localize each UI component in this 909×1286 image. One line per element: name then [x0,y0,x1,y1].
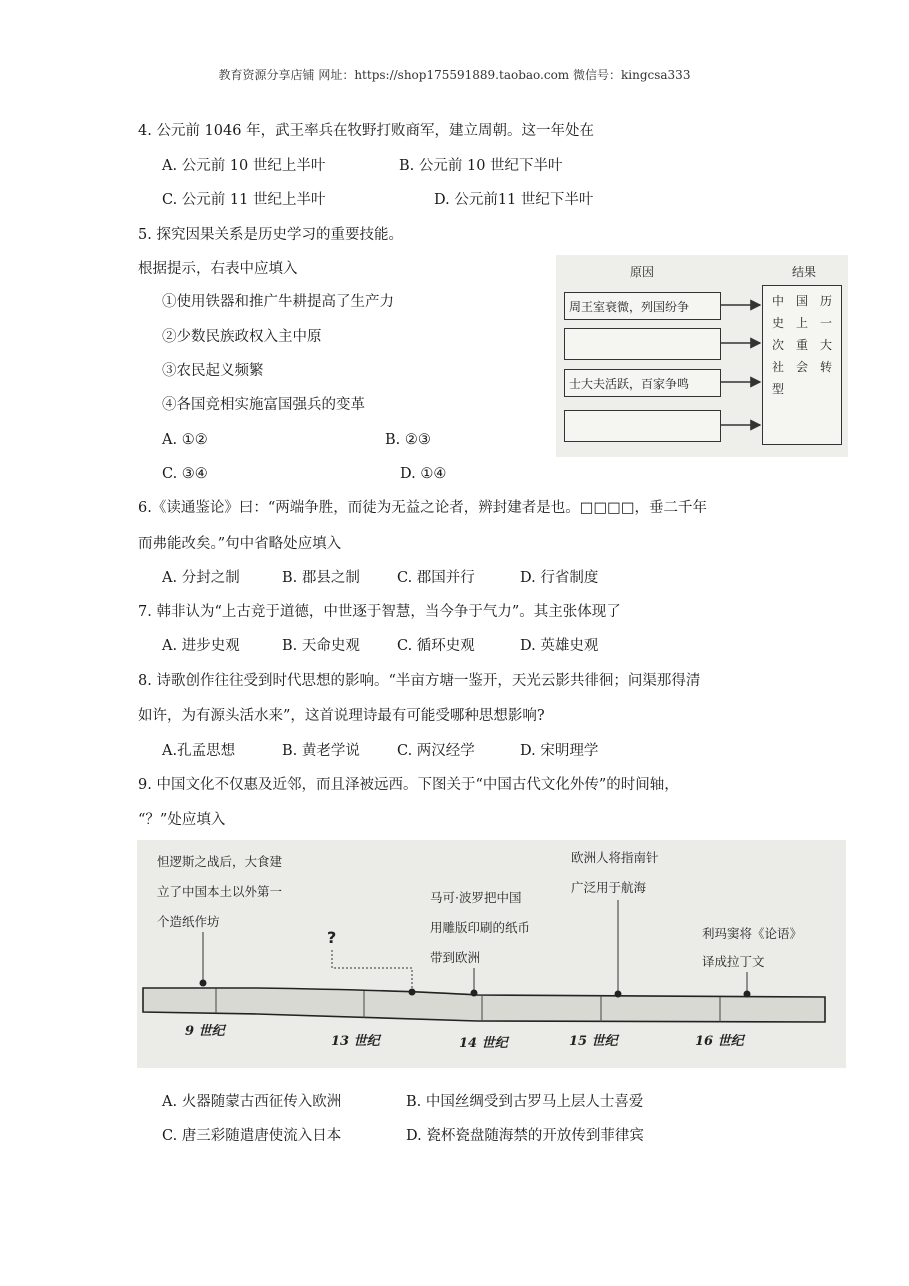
q4-option-a: A. 公元前 10 世纪上半叶 [162,158,326,174]
q6-stem: 6.《读通鉴论》曰：“两端争胜，而徒为无益之论者，辨封建者是也。□□□□，垂二千年 [138,500,708,516]
q8-stem: 8. 诗歌创作往往受到时代思想的影响。“半亩方塘一鉴开，天光云影共徘徊；问渠那得清 [138,673,701,689]
result-header: 结果 [792,265,817,279]
q9-option-b: B. 中国丝绸受到古罗马上层人士喜爱 [406,1094,644,1110]
event-dot [200,980,207,987]
event-dot [615,991,622,998]
q6-option-c: C. 郡国并行 [397,570,475,586]
q8-option-d: D. 宋明理学 [520,743,599,759]
result-box [762,285,842,445]
q8-option-b: B. 黄老学说 [282,743,360,759]
q9-stem: 9. 中国文化不仅惠及近邻，而且泽被远西。下图关于“中国古代文化外传”的时间轴， [138,777,679,793]
page-header: 教育资源分享店铺 网址：https://shop175591889.taobao.com 微信号：kingcsa333 [218,68,691,82]
result-col: 中史次社型 [771,294,784,396]
event-paper-line: 立了中国本土以外第一 [157,884,283,899]
q7-option-b: B. 天命史观 [282,638,360,654]
century-label: 16 世纪 [695,1034,744,1049]
q5-option-c: C. ③④ [162,466,208,482]
result-col: 历一大转 [819,294,832,374]
q9-option-c: C. 唐三彩随遣唐使流入日本 [162,1128,342,1144]
event-compass-line: 欧洲人将指南针 [571,850,659,865]
q5-item: ④各国竞相实施富国强兵的变革 [162,397,365,413]
event-dot [471,990,478,997]
cause-text: 周王室衰微，列国纷争 [569,300,690,314]
question-mark: ? [327,928,337,947]
cause-text: 士大夫活跃，百家争鸣 [569,377,690,391]
q6-stem-cont: 而弗能改矣。”句中省略处应填入 [138,536,342,552]
result-col: 国上重会 [795,294,808,374]
cause-effect-table [556,255,848,457]
q7-stem: 7. 韩非认为“上古竞于道德，中世逐于智慧，当今争于气力”。其主张体现了 [138,604,621,620]
event-dot [744,991,751,998]
q5-item: ②少数民族政权入主中原 [162,329,322,345]
timeline-bar [143,988,825,1022]
q7-option-d: D. 英雄史观 [520,638,599,654]
q5-item: ①使用铁器和推广牛耕提高了生产力 [162,294,394,310]
cause-header: 原因 [630,265,655,279]
event-printing-line: 马可·波罗把中国 [430,890,522,905]
q7-option-c: C. 循环史观 [397,638,475,654]
q6-option-b: B. 郡县之制 [282,570,360,586]
event-printing-line: 用雕版印刷的纸币 [430,920,531,935]
q5-option-d: D. ①④ [400,466,447,482]
q6-option-a: A. 分封之制 [162,570,240,586]
century-label: 14 世纪 [459,1036,508,1051]
q4-option-d: D. 公元前11 世纪下半叶 [434,192,594,208]
q5-option-a: A. ①② [162,432,208,448]
q6-option-d: D. 行省制度 [520,570,599,586]
q5-stem: 5. 探究因果关系是历史学习的重要技能。 [138,227,403,243]
q9-stem-cont: “？”处应填入 [138,812,226,828]
q8-option-a: A.孔孟思想 [162,743,236,759]
q9-option-d: D. 瓷杯瓷盘随海禁的开放传到菲律宾 [406,1128,644,1144]
q4-stem: 4. 公元前 1046 年，武王率兵在牧野打败商军，建立周朝。这一年处在 [138,123,595,139]
q8-option-c: C. 两汉经学 [397,743,475,759]
event-paper-line: 怛逻斯之战后，大食建 [157,854,283,869]
century-label: 15 世纪 [569,1034,618,1049]
q4-option-b: B. 公元前 10 世纪下半叶 [399,158,563,174]
q5-hint: 根据提示，右表中应填入 [138,261,298,277]
q5-option-b: B. ②③ [385,432,431,448]
q7-option-a: A. 进步史观 [162,638,240,654]
q9-option-a: A. 火器随蒙古西征传入欧洲 [162,1094,342,1110]
event-paper-line: 个造纸作坊 [157,914,220,929]
q5-item: ③农民起义频繁 [162,363,264,379]
event-analects-line: 译成拉丁文 [702,954,765,969]
q4-option-c: C. 公元前 11 世纪上半叶 [162,192,326,208]
event-compass-line: 广泛用于航海 [571,880,647,895]
q8-stem-cont: 如许，为有源头活水来”，这首说理诗最有可能受哪种思想影响? [138,708,545,724]
event-printing-line: 带到欧洲 [430,950,481,965]
question-pointer [332,950,412,992]
century-label: 9 世纪 [185,1024,225,1039]
century-label: 13 世纪 [331,1034,380,1049]
culture-timeline [137,840,846,1068]
event-dot [409,989,416,996]
event-analects-line: 利玛窦将《论语》 [702,926,803,941]
